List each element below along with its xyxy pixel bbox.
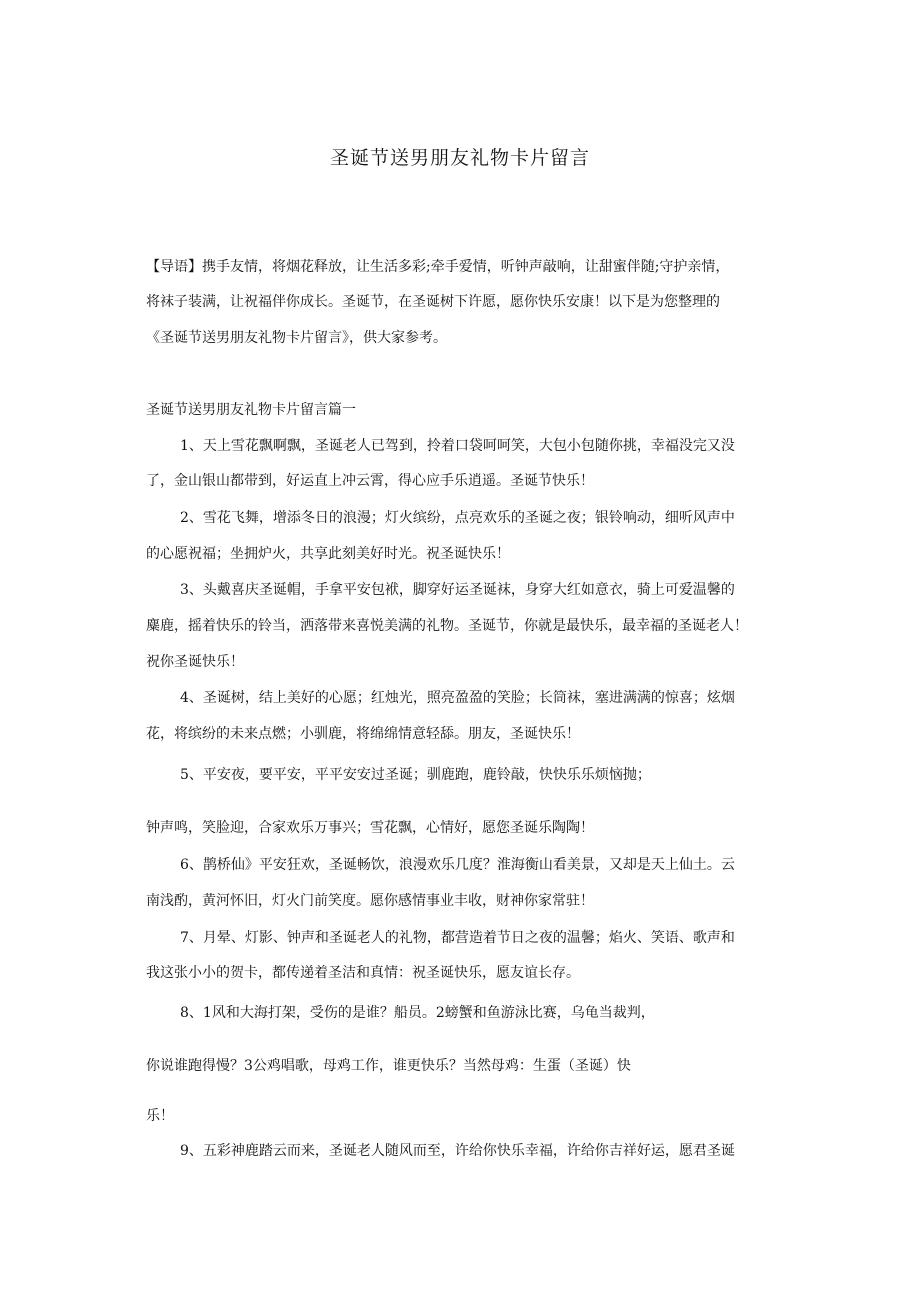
paragraph-line: 8、1风和大海打架，受伤的是谁？船员。2螃蟹和鱼游泳比赛，乌龟当裁判， [180, 1005, 655, 1021]
paragraph-line: 4、圣诞树，结上美好的心愿；红烛光，照亮盈盈的笑脸；长筒袜，塞进满满的惊喜；炫烟 [180, 690, 735, 706]
paragraph-line: 3、头戴喜庆圣诞帽，手拿平安包袱，脚穿好运圣诞袜，身穿大红如意衣，骑上可爱温馨的 [180, 582, 735, 598]
paragraph-line: 乐！ [146, 1108, 174, 1124]
paragraph-line: 5、平安夜，要平安，平平安安过圣诞；驯鹿跑，鹿铃敲，快快乐乐烦恼抛； [180, 767, 651, 783]
paragraph-line: 你说谁跑得慢？3公鸡唱歌，母鸡工作，谁更快乐？当然母鸡：生蛋（圣诞）快 [146, 1058, 631, 1074]
paragraph-line: 钟声鸣，笑脸迎，合家欢乐万事兴；雪花飘，心情好，愿您圣诞乐陶陶！ [146, 820, 594, 836]
paragraph-line: 2、雪花飞舞，增添冬日的浪漫；灯火缤纷，点亮欢乐的圣诞之夜；银铃响动，细听风声中 [180, 510, 735, 526]
intro-line: 【导语】携手友情，将烟花释放，让生活多彩;牵手爱情，听钟声敲响，让甜蜜伴随;守护亲情， [146, 259, 730, 275]
paragraph-line: 9、五彩神鹿踏云而来，圣诞老人随风而至，许给你快乐幸福，许给你吉祥好运，愿君圣诞 [180, 1143, 735, 1159]
paragraph-line: 我这张小小的贺卡，都传递着圣洁和真情：祝圣诞快乐，愿友谊长存。 [146, 965, 580, 981]
paragraph-line: 1、天上雪花飘啊飘，圣诞老人已驾到，拎着口袋呵呵笑，大包小包随你挑，幸福没完又没 [180, 438, 735, 454]
paragraph-line: 麋鹿，摇着快乐的铃当，洒落带来喜悦美满的礼物。圣诞节，你就是最快乐，最幸福的圣诞老人！ [146, 618, 748, 634]
paragraph-line: 祝你圣诞快乐！ [146, 654, 244, 670]
section-heading: 圣诞节送男朋友礼物卡片留言篇一 [146, 402, 356, 418]
intro-line: 《圣诞节送男朋友礼物卡片留言》，供大家参考。 [146, 330, 447, 346]
intro-line: 将袜子装满，让祝福伴你成长。圣诞节，在圣诞树下许愿，愿你快乐安康！以下是为您整理的 [146, 294, 720, 310]
paragraph-line: 了，金山银山都带到，好运直上冲云霄，得心应手乐逍遥。圣诞节快乐！ [146, 473, 594, 489]
page-title: 圣诞节送男朋友礼物卡片留言 [329, 147, 590, 169]
paragraph-line: 花，将缤纷的未来点燃；小驯鹿，将绵绵情意轻舔。朋友，圣诞快乐！ [146, 726, 580, 742]
paragraph-line: 6、鹊桥仙》平安狂欢，圣诞畅饮，浪漫欢乐几度？淮海衡山看美景，又却是天上仙土。云 [180, 857, 735, 873]
paragraph-line: 的心愿祝福；坐拥炉火，共享此刻美好时光。祝圣诞快乐！ [146, 546, 510, 562]
paragraph-line: 7、月晕、灯影、钟声和圣诞老人的礼物，都营造着节日之夜的温馨；焰火、笑语、歌声和 [180, 930, 735, 946]
paragraph-line: 南浅酌，黄河怀旧，灯火门前笑度。愿你感情事业丰收，财神你家常驻！ [146, 893, 594, 909]
